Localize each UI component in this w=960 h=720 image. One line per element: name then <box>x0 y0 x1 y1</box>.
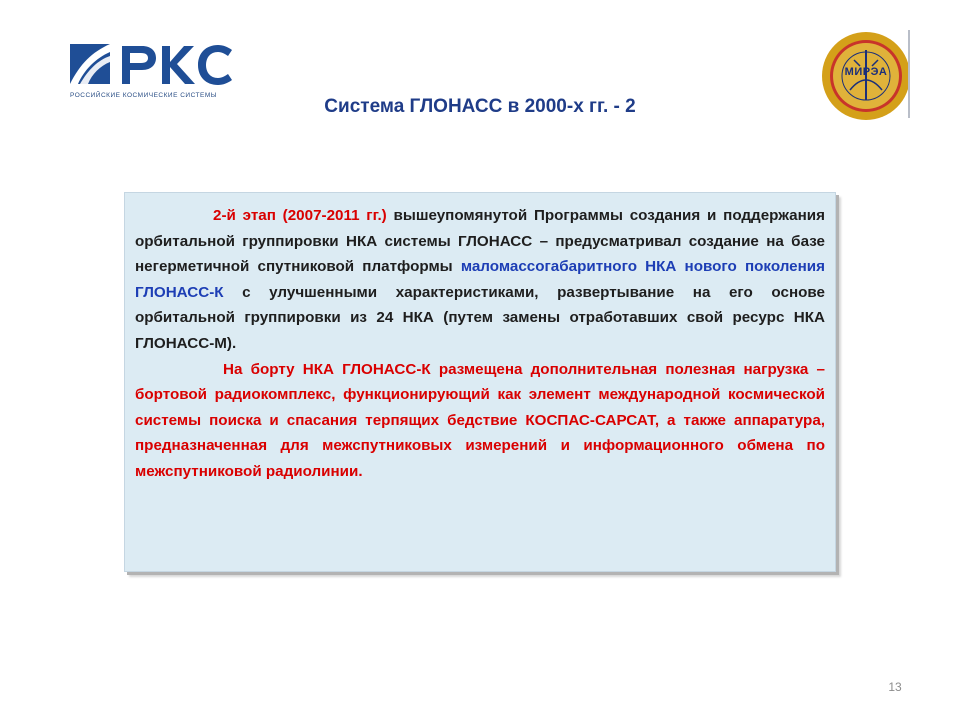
stage-label: 2-й этап (2007-2011 гг.) <box>213 207 387 224</box>
rks-logo <box>70 42 250 104</box>
mirea-logo <box>820 30 912 122</box>
rks-emblem-icon <box>70 42 250 90</box>
page-number: 13 <box>888 680 902 694</box>
paragraph-text-b: с улучшенными характеристиками, развертывание на его основе орбитальной группировки из 24 НКА (путем замены отработавших свой ресурс НКА ГЛОНАСС-М). <box>135 283 825 352</box>
header-divider <box>908 30 910 118</box>
rks-logo-subtitle: РОССИЙСКИЕ КОСМИЧЕСКИЕ СИСТЕМЫ <box>70 92 218 99</box>
paragraph-payload <box>135 357 825 485</box>
slide-title: Система ГЛОНАСС в 2000-х гг. - 2 <box>324 96 636 117</box>
paragraph-stage-2 <box>135 203 825 357</box>
content-box <box>124 192 836 572</box>
paragraph-text-a: вышеупомянутой Программы создания и поддержания орбитальной группировки НКА системы ГЛОНАСС – предусматривал создание на базе негерметичной спутниковой платформы <box>135 207 825 276</box>
payload-text: На борту НКА ГЛОНАСС-К размещена дополнительная полезная нагрузка – бортовой радиокомплекс, функционирующий как элемент международной космической системы поиска и спасания терпящих бедствие КОСПАС-САРСАТ, а также аппаратура, предназначенная для межспутниковых измерений и информационного обмена по межспутниковой радиолинии. <box>135 360 825 480</box>
mirea-logo-text: МИРЭА <box>844 66 888 78</box>
highlight-text: маломассогабаритного НКА нового поколения ГЛОНАСС-К <box>135 258 825 301</box>
